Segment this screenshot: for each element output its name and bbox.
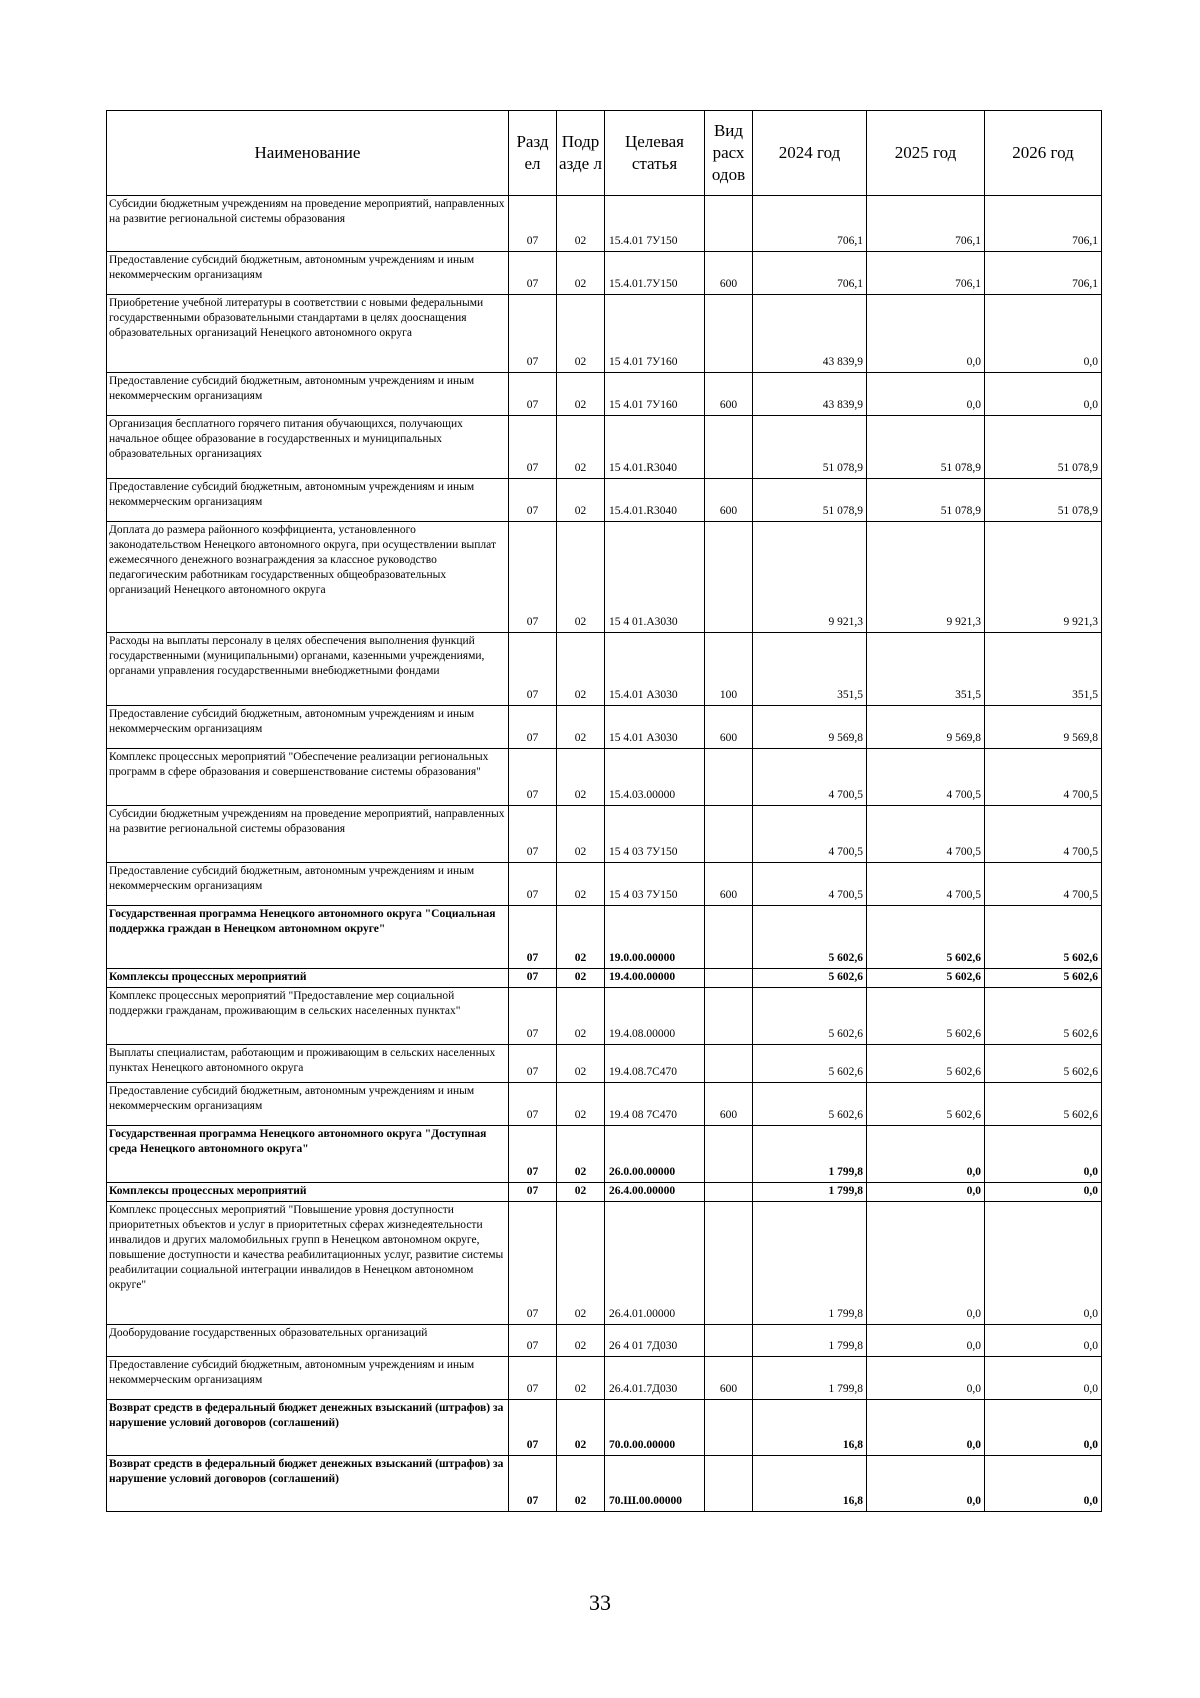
table-row xyxy=(107,749,1102,806)
row-razdel: 07 xyxy=(509,706,557,749)
header-2024: 2024 год xyxy=(753,111,867,196)
row-vid xyxy=(705,196,753,252)
table-row xyxy=(107,633,1102,706)
row-2024: 5 602,6 xyxy=(753,988,867,1045)
row-2025: 0,0 xyxy=(867,373,985,416)
row-2024: 5 602,6 xyxy=(753,906,867,969)
row-2024: 9 921,3 xyxy=(753,522,867,633)
table-row xyxy=(107,522,1102,633)
row-2024: 1 799,8 xyxy=(753,1357,867,1400)
row-target: 15.4.01 7У150 xyxy=(605,196,705,252)
row-razdel: 07 xyxy=(509,1202,557,1325)
row-razdel: 07 xyxy=(509,479,557,522)
table-row xyxy=(107,1126,1102,1183)
row-2026: 0,0 xyxy=(985,1325,1102,1357)
row-razdel: 07 xyxy=(509,806,557,863)
header-target: Целевая статья xyxy=(605,111,705,196)
row-podrazdel: 02 xyxy=(557,633,605,706)
row-2025: 0,0 xyxy=(867,1325,985,1357)
table-row xyxy=(107,1202,1102,1325)
row-2026: 5 602,6 xyxy=(985,969,1102,988)
row-razdel: 07 xyxy=(509,252,557,295)
row-podrazdel: 02 xyxy=(557,988,605,1045)
row-target: 15.4.01 А3030 xyxy=(605,633,705,706)
row-vid xyxy=(705,1400,753,1456)
row-target: 15 4.01 А3030 xyxy=(605,706,705,749)
row-2025: 51 078,9 xyxy=(867,479,985,522)
row-podrazdel: 02 xyxy=(557,1202,605,1325)
row-2025: 0,0 xyxy=(867,1126,985,1183)
row-2025: 0,0 xyxy=(867,295,985,373)
row-vid: 600 xyxy=(705,1083,753,1126)
row-2026: 5 602,6 xyxy=(985,988,1102,1045)
table-row xyxy=(107,252,1102,295)
table-row xyxy=(107,1400,1102,1456)
row-2024: 9 569,8 xyxy=(753,706,867,749)
row-2024: 4 700,5 xyxy=(753,806,867,863)
row-vid xyxy=(705,1045,753,1083)
row-name: Комплекс процессных мероприятий "Предоставление мер социальной поддержки гражданам, проживающим в сельских населенных пунктах" xyxy=(107,988,509,1045)
row-2025: 706,1 xyxy=(867,196,985,252)
header-2025: 2025 год xyxy=(867,111,985,196)
table-row xyxy=(107,863,1102,906)
row-razdel: 07 xyxy=(509,1400,557,1456)
table-row xyxy=(107,969,1102,988)
row-2026: 706,1 xyxy=(985,252,1102,295)
row-vid xyxy=(705,988,753,1045)
row-vid xyxy=(705,416,753,479)
row-2026: 5 602,6 xyxy=(985,1045,1102,1083)
row-target: 15 4.01 7У160 xyxy=(605,295,705,373)
row-name: Расходы на выплаты персоналу в целях обеспечения выполнения функций государственными (муниципальными) органами, казенными учреждениями, органами управления государственными внебюджетными фондами xyxy=(107,633,509,706)
row-podrazdel: 02 xyxy=(557,1357,605,1400)
table-body xyxy=(107,196,1102,1512)
row-2026: 0,0 xyxy=(985,1183,1102,1202)
row-2024: 5 602,6 xyxy=(753,1083,867,1126)
row-2026: 51 078,9 xyxy=(985,479,1102,522)
row-podrazdel: 02 xyxy=(557,1456,605,1512)
row-2024: 51 078,9 xyxy=(753,479,867,522)
row-2026: 351,5 xyxy=(985,633,1102,706)
row-2024: 706,1 xyxy=(753,196,867,252)
row-target: 19.4.08.7С470 xyxy=(605,1045,705,1083)
row-2025: 5 602,6 xyxy=(867,988,985,1045)
table-row xyxy=(107,906,1102,969)
row-2024: 5 602,6 xyxy=(753,969,867,988)
row-2024: 16,8 xyxy=(753,1400,867,1456)
row-2024: 1 799,8 xyxy=(753,1202,867,1325)
row-vid xyxy=(705,749,753,806)
row-2026: 9 569,8 xyxy=(985,706,1102,749)
row-name: Субсидии бюджетным учреждениям на проведение мероприятий, направленных на развитие региональной системы образования xyxy=(107,196,509,252)
row-vid xyxy=(705,806,753,863)
row-podrazdel: 02 xyxy=(557,416,605,479)
row-podrazdel: 02 xyxy=(557,1045,605,1083)
row-2026: 0,0 xyxy=(985,373,1102,416)
row-name: Возврат средств в федеральный бюджет денежных взысканий (штрафов) за нарушение условий договоров (соглашений) xyxy=(107,1456,509,1512)
row-target: 19.4 08 7С470 xyxy=(605,1083,705,1126)
row-2025: 9 569,8 xyxy=(867,706,985,749)
header-razdel: Разд ел xyxy=(509,111,557,196)
page-number: 33 xyxy=(589,1590,611,1615)
row-podrazdel: 02 xyxy=(557,749,605,806)
row-razdel: 07 xyxy=(509,1083,557,1126)
row-podrazdel: 02 xyxy=(557,969,605,988)
header-2026: 2026 год xyxy=(985,111,1102,196)
row-podrazdel: 02 xyxy=(557,1126,605,1183)
row-2025: 706,1 xyxy=(867,252,985,295)
row-razdel: 07 xyxy=(509,1456,557,1512)
row-name: Предоставление субсидий бюджетным, автономным учреждениям и иным некоммерческим организациям xyxy=(107,1357,509,1400)
row-name: Комплекс процессных мероприятий "Повышение уровня доступности приоритетных объектов и услуг в приоритетных сферах жизнедеятельности инвалидов и других маломобильных групп в Ненецком автономном округе, повышение доступности и качества реабилитационных услуг, развитие системы реабилитации социальной интеграции инвалидов в Ненецком автономном округе" xyxy=(107,1202,509,1325)
row-2026: 4 700,5 xyxy=(985,806,1102,863)
row-vid: 100 xyxy=(705,633,753,706)
row-podrazdel: 02 xyxy=(557,373,605,416)
row-vid xyxy=(705,1183,753,1202)
row-2024: 43 839,9 xyxy=(753,373,867,416)
row-vid: 600 xyxy=(705,1357,753,1400)
row-2024: 1 799,8 xyxy=(753,1126,867,1183)
row-2025: 0,0 xyxy=(867,1357,985,1400)
table-row xyxy=(107,196,1102,252)
header-name: Наименование xyxy=(107,111,509,196)
row-2025: 5 602,6 xyxy=(867,1083,985,1126)
row-vid: 600 xyxy=(705,863,753,906)
row-2026: 51 078,9 xyxy=(985,416,1102,479)
row-razdel: 07 xyxy=(509,1183,557,1202)
row-podrazdel: 02 xyxy=(557,863,605,906)
row-name: Предоставление субсидий бюджетным, автономным учреждениям и иным некоммерческим организациям xyxy=(107,252,509,295)
row-target: 15.4.01.7У150 xyxy=(605,252,705,295)
budget-table xyxy=(106,110,1102,1512)
row-2026: 9 921,3 xyxy=(985,522,1102,633)
row-target: 26.4.00.00000 xyxy=(605,1183,705,1202)
row-vid xyxy=(705,1126,753,1183)
row-name: Субсидии бюджетным учреждениям на проведение мероприятий, направленных на развитие региональной системы образования xyxy=(107,806,509,863)
row-razdel: 07 xyxy=(509,522,557,633)
row-target: 15.4.03.00000 xyxy=(605,749,705,806)
row-vid xyxy=(705,522,753,633)
row-target: 15 4 03 7У150 xyxy=(605,863,705,906)
table-row xyxy=(107,1456,1102,1512)
row-name: Возврат средств в федеральный бюджет денежных взысканий (штрафов) за нарушение условий договоров (соглашений) xyxy=(107,1400,509,1456)
table-row xyxy=(107,295,1102,373)
row-name: Предоставление субсидий бюджетным, автономным учреждениям и иным некоммерческим организациям xyxy=(107,706,509,749)
row-vid: 600 xyxy=(705,706,753,749)
header-podrazdel: Подр азде л xyxy=(557,111,605,196)
table-row xyxy=(107,1325,1102,1357)
row-vid xyxy=(705,906,753,969)
row-razdel: 07 xyxy=(509,863,557,906)
row-target: 26.4.01.00000 xyxy=(605,1202,705,1325)
row-name: Государственная программа Ненецкого автономного округа "Доступная среда Ненецкого автономного округа" xyxy=(107,1126,509,1183)
row-razdel: 07 xyxy=(509,749,557,806)
row-razdel: 07 xyxy=(509,1126,557,1183)
row-2024: 4 700,5 xyxy=(753,863,867,906)
row-2024: 5 602,6 xyxy=(753,1045,867,1083)
row-razdel: 07 xyxy=(509,295,557,373)
table-row xyxy=(107,479,1102,522)
row-name: Предоставление субсидий бюджетным, автономным учреждениям и иным некоммерческим организациям xyxy=(107,479,509,522)
row-vid xyxy=(705,969,753,988)
row-2024: 43 839,9 xyxy=(753,295,867,373)
row-2026: 0,0 xyxy=(985,1357,1102,1400)
row-2026: 4 700,5 xyxy=(985,749,1102,806)
row-podrazdel: 02 xyxy=(557,196,605,252)
row-2025: 5 602,6 xyxy=(867,906,985,969)
row-name: Предоставление субсидий бюджетным, автономным учреждениям и иным некоммерческим организациям xyxy=(107,863,509,906)
row-2025: 4 700,5 xyxy=(867,806,985,863)
row-name: Комплексы процессных мероприятий xyxy=(107,969,509,988)
row-razdel: 07 xyxy=(509,906,557,969)
row-2026: 4 700,5 xyxy=(985,863,1102,906)
row-2024: 1 799,8 xyxy=(753,1183,867,1202)
row-2026: 0,0 xyxy=(985,1400,1102,1456)
row-2025: 0,0 xyxy=(867,1202,985,1325)
row-2026: 0,0 xyxy=(985,1126,1102,1183)
row-podrazdel: 02 xyxy=(557,522,605,633)
row-razdel: 07 xyxy=(509,1045,557,1083)
row-2026: 5 602,6 xyxy=(985,1083,1102,1126)
row-2024: 4 700,5 xyxy=(753,749,867,806)
row-2026: 0,0 xyxy=(985,1202,1102,1325)
row-target: 26.4.01.7Д030 xyxy=(605,1357,705,1400)
table-row xyxy=(107,416,1102,479)
table-row xyxy=(107,373,1102,416)
header-vid: Вид расх одов xyxy=(705,111,753,196)
row-2024: 1 799,8 xyxy=(753,1325,867,1357)
row-name: Предоставление субсидий бюджетным, автономным учреждениям и иным некоммерческим организациям xyxy=(107,1083,509,1126)
row-target: 19.0.00.00000 xyxy=(605,906,705,969)
header-row xyxy=(107,111,1102,196)
row-vid xyxy=(705,1202,753,1325)
row-2025: 51 078,9 xyxy=(867,416,985,479)
table-row xyxy=(107,806,1102,863)
row-name: Организация бесплатного горячего питания обучающихся, получающих начальное общее образование в государственных и муниципальных образовательных организациях xyxy=(107,416,509,479)
table-row xyxy=(107,1083,1102,1126)
table-row xyxy=(107,706,1102,749)
row-vid xyxy=(705,1456,753,1512)
row-name: Предоставление субсидий бюджетным, автономным учреждениям и иным некоммерческим организациям xyxy=(107,373,509,416)
row-2025: 9 921,3 xyxy=(867,522,985,633)
table-row xyxy=(107,988,1102,1045)
row-2024: 51 078,9 xyxy=(753,416,867,479)
row-vid: 600 xyxy=(705,252,753,295)
row-razdel: 07 xyxy=(509,1357,557,1400)
table-row xyxy=(107,1357,1102,1400)
row-2025: 4 700,5 xyxy=(867,863,985,906)
row-target: 19.4.00.00000 xyxy=(605,969,705,988)
row-target: 70.Ш.00.00000 xyxy=(605,1456,705,1512)
row-razdel: 07 xyxy=(509,373,557,416)
row-2024: 351,5 xyxy=(753,633,867,706)
row-name: Дооборудование государственных образовательных организаций xyxy=(107,1325,509,1357)
row-name: Приобретение учебной литературы в соответствии с новыми федеральными государственными образовательными стандартами в целях дооснащения образовательных организаций Ненецкого автономного округа xyxy=(107,295,509,373)
row-2025: 5 602,6 xyxy=(867,1045,985,1083)
row-podrazdel: 02 xyxy=(557,1400,605,1456)
row-podrazdel: 02 xyxy=(557,806,605,863)
row-razdel: 07 xyxy=(509,969,557,988)
row-podrazdel: 02 xyxy=(557,479,605,522)
row-2026: 0,0 xyxy=(985,1456,1102,1512)
row-target: 26 4 01 7Д030 xyxy=(605,1325,705,1357)
row-podrazdel: 02 xyxy=(557,906,605,969)
row-target: 19.4.08.00000 xyxy=(605,988,705,1045)
row-2024: 706,1 xyxy=(753,252,867,295)
row-vid: 600 xyxy=(705,479,753,522)
row-target: 15 4 03 7У150 xyxy=(605,806,705,863)
row-vid xyxy=(705,295,753,373)
row-2026: 706,1 xyxy=(985,196,1102,252)
row-name: Комплексы процессных мероприятий xyxy=(107,1183,509,1202)
row-name: Доплата до размера районного коэффициента, установленного законодательством Ненецкого автономного округа, при осуществлении выплат ежемесячного денежного вознаграждения за классное руководство педагогическим работникам государственных общеобразовательных организаций Ненецкого автономного округа xyxy=(107,522,509,633)
row-2024: 16,8 xyxy=(753,1456,867,1512)
row-2026: 5 602,6 xyxy=(985,906,1102,969)
row-razdel: 07 xyxy=(509,988,557,1045)
row-target: 70.0.00.00000 xyxy=(605,1400,705,1456)
row-vid xyxy=(705,1325,753,1357)
row-target: 26.0.00.00000 xyxy=(605,1126,705,1183)
row-name: Государственная программа Ненецкого автономного округа "Социальная поддержка граждан в Ненецком автономном округе" xyxy=(107,906,509,969)
row-name: Выплаты специалистам, работающим и проживающим в сельских населенных пунктах Ненецкого автономного округа xyxy=(107,1045,509,1083)
row-podrazdel: 02 xyxy=(557,1183,605,1202)
row-razdel: 07 xyxy=(509,1325,557,1357)
row-podrazdel: 02 xyxy=(557,1325,605,1357)
row-razdel: 07 xyxy=(509,416,557,479)
row-razdel: 07 xyxy=(509,633,557,706)
row-razdel: 07 xyxy=(509,196,557,252)
row-podrazdel: 02 xyxy=(557,295,605,373)
row-name: Комплекс процессных мероприятий "Обеспечение реализации региональных программ в сфере образования и совершенствование системы образования" xyxy=(107,749,509,806)
table-header xyxy=(107,111,1102,196)
table-row xyxy=(107,1183,1102,1202)
table-row xyxy=(107,1045,1102,1083)
row-target: 15.4.01.R3040 xyxy=(605,479,705,522)
row-2025: 0,0 xyxy=(867,1400,985,1456)
row-2025: 0,0 xyxy=(867,1456,985,1512)
row-target: 15 4.01.R3040 xyxy=(605,416,705,479)
row-target: 15 4.01 7У160 xyxy=(605,373,705,416)
row-2025: 4 700,5 xyxy=(867,749,985,806)
row-2026: 0,0 xyxy=(985,295,1102,373)
row-2025: 351,5 xyxy=(867,633,985,706)
row-vid: 600 xyxy=(705,373,753,416)
row-podrazdel: 02 xyxy=(557,706,605,749)
row-2025: 5 602,6 xyxy=(867,969,985,988)
row-podrazdel: 02 xyxy=(557,1083,605,1126)
row-2025: 0,0 xyxy=(867,1183,985,1202)
row-podrazdel: 02 xyxy=(557,252,605,295)
row-target: 15 4 01.А3030 xyxy=(605,522,705,633)
